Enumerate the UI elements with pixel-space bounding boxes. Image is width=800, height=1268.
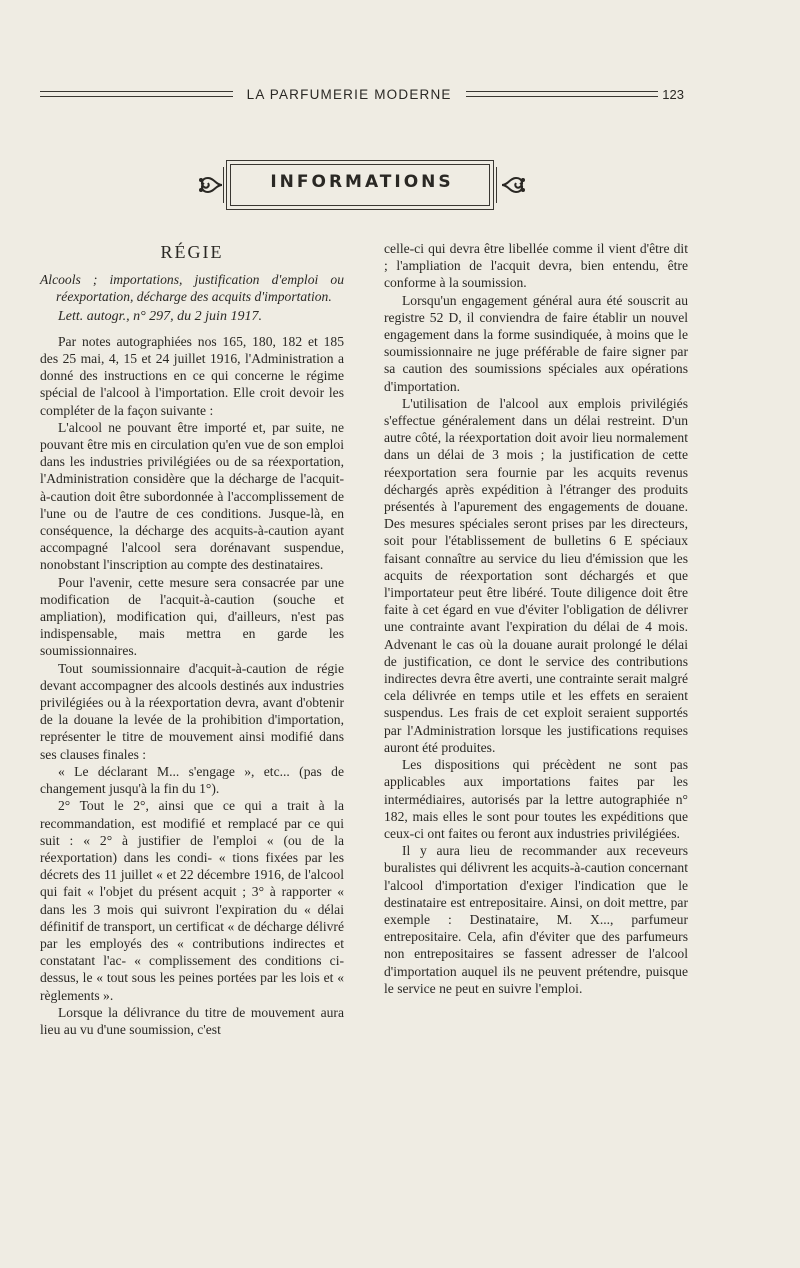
paragraph: Lorsque la délivrance du titre de mouvement aura lieu au vu d'une soumission, c'est: [40, 1004, 344, 1037]
paragraph: Pour l'avenir, cette mesure sera consacrée par une modification de l'acquit-à-caution (souche et ampliation), modification qui, d'ailleurs, n'est pas indispensable, mais mettra en garde les soumissionnaires.: [40, 574, 344, 659]
paragraph: celle-ci qui devra être libellée comme il vient d'être dit ; l'ampliation de l'acquit devra, bien entendu, être conforme à la soumission.: [384, 241, 688, 291]
right-column: [384, 240, 688, 997]
left-column: [40, 240, 344, 1038]
section-title: RÉGIE: [160, 242, 224, 262]
section-subtitle: Alcools ; importations, justification d'emploi ou réexportation, décharge des acquits d'importation.: [40, 272, 344, 305]
paragraph: 2° Tout le 2°, ainsi que ce qui a trait à la recommandation, est modifié et remplacé par ce qui suit : « 2° à justifier de l'emploi « (ou de la réexportation) dans les condi- « tions fixées par les décrets des 11 juillet « et 22 décembre 1916, de l'alcool qui fait « l'objet du présent acquit ; 3° à rapporter « dans les 3 mois qui suivront l'expiration du « délai définitif de transport, un certificat « de décharge délivré par les employés des « contributions indirectes et constatant l'ac- « complissement des conditions ci-dessus, le « tout sous les peines portées par les lois et « règlements ».: [40, 798, 344, 1003]
paragraph: Lorsqu'un engagement général aura été souscrit au registre 52 D, il conviendra de faire établir un nouvel engagement dans la forme susindiquée, à moins que le soumissionnaire ne juge préférable de faire signer par sa caution des soumissions spéciales aux opérations d'importation.: [384, 292, 688, 394]
page-number: 123: [662, 86, 684, 102]
reference-line: [40, 308, 344, 325]
paragraph: Il y aura lieu de recommander aux receveurs buralistes qui délivrent les acquits-à-caution concernant l'alcool d'importation d'exiger l'indication que le destinataire est entrepositaire. Ainsi, on doit mettre, par exemple : Destinataire, M. X..., parfumeur entrepositaire. Cela, afin d'éviter que des parfumeurs non entrepositaires se fassent adresser de l'alcool d'importation auquel ils ne peuvent prétendre, puisque le service ne peut en suivre l'emploi.: [384, 843, 688, 996]
header-rule-left: [40, 91, 233, 97]
journal-title: LA PARFUMERIE MODERNE: [246, 86, 452, 102]
paragraph: Tout soumissionnaire d'acquit-à-caution de régie devant accompagner des alcools destinés aux industries privilégiées ou à la réexportation devra, avant d'obtenir de la douane la levée de la prohibition d'importation, représenter le titre de mouvement ainsi modifié dans ses clauses finales :: [40, 660, 344, 762]
paragraph: L'utilisation de l'alcool aux emplois privilégiés s'effectue généralement dans un délai restreint. D'un autre côté, la réexportation doit avoir lieu normalement dans un délai de 3 mois ; la justification de cette réexportation sera fournie par les acquits revenus déchargés après expédition à l'étranger des produits présentés à l'apurement des engagements de douane. Des mesures spéciales seront prises par les directeurs, soit pour l'établissement de bulletins 6 E spéciaux faisant connaître au service du lieu d'émission que les acquits de réexportation sont déchargés et que l'importateur peut être libéré. Toute diligence doit être faite à cet égard en vue d'éviter l'obligation de délivrer une contrainte avant l'expiration du délai de 4 mois. Advenant le cas où la douane aurait prolongé le délai de justification, ce dont le service des contributions indirectes devra être averti, une contrainte serait malgré cela délivrée en temps utile et les effets en seraient suspendus. Les frais de cet exploit seraient supportés par l'Administration lorsque les justifications requises auront été produites.: [384, 395, 688, 755]
paragraph: L'alcool ne pouvant être importé et, par suite, ne pouvant être mis en circulation qu'en vue de son emploi dans les industries privilégiées ou de sa réexportation, l'Administration considère que la décharge de l'acquit-à-caution doit être subordonnée à l'accomplissement de l'une ou de l'autre de ces conditions. Jusque-là, en conséquence, la décharge des acquits-à-caution ayant accompagné l'alcool sera dorénavant suspendue, nonobstant l'inscription au compte des destinataires.: [40, 419, 344, 573]
reference-prefix: Lett. autogr., n° 297,: [58, 308, 178, 324]
informations-banner: [196, 158, 528, 214]
fleuron-right-icon: [500, 172, 528, 198]
paragraph: « Le déclarant M... s'engage », etc... (pas de changement jusqu'à la fin du 1°).: [40, 763, 344, 797]
paragraph: Les dispositions qui précèdent ne sont pas applicables aux importations faites par les intermédiaires, autorisés par la lettre autographiée n° 182, mais elles le sont pour toutes les expéditions que ceux-ci ont faites ou feront aux industries privilégiées.: [384, 757, 688, 841]
paragraph: Par notes autographiées nos 165, 180, 182 et 185 des 25 mai, 4, 15 et 24 juillet 1916, l'Administration a donné des instructions en ce qui concerne le régime spécial de l'alcool à l'importation. Elle croit devoir les compléter de la façon suivante :: [40, 333, 344, 418]
header-rule-right: [466, 91, 659, 97]
running-header: [40, 84, 684, 104]
banner-title: INFORMATIONS: [270, 172, 454, 192]
reference-date: du 2 juin 1917.: [177, 308, 262, 324]
